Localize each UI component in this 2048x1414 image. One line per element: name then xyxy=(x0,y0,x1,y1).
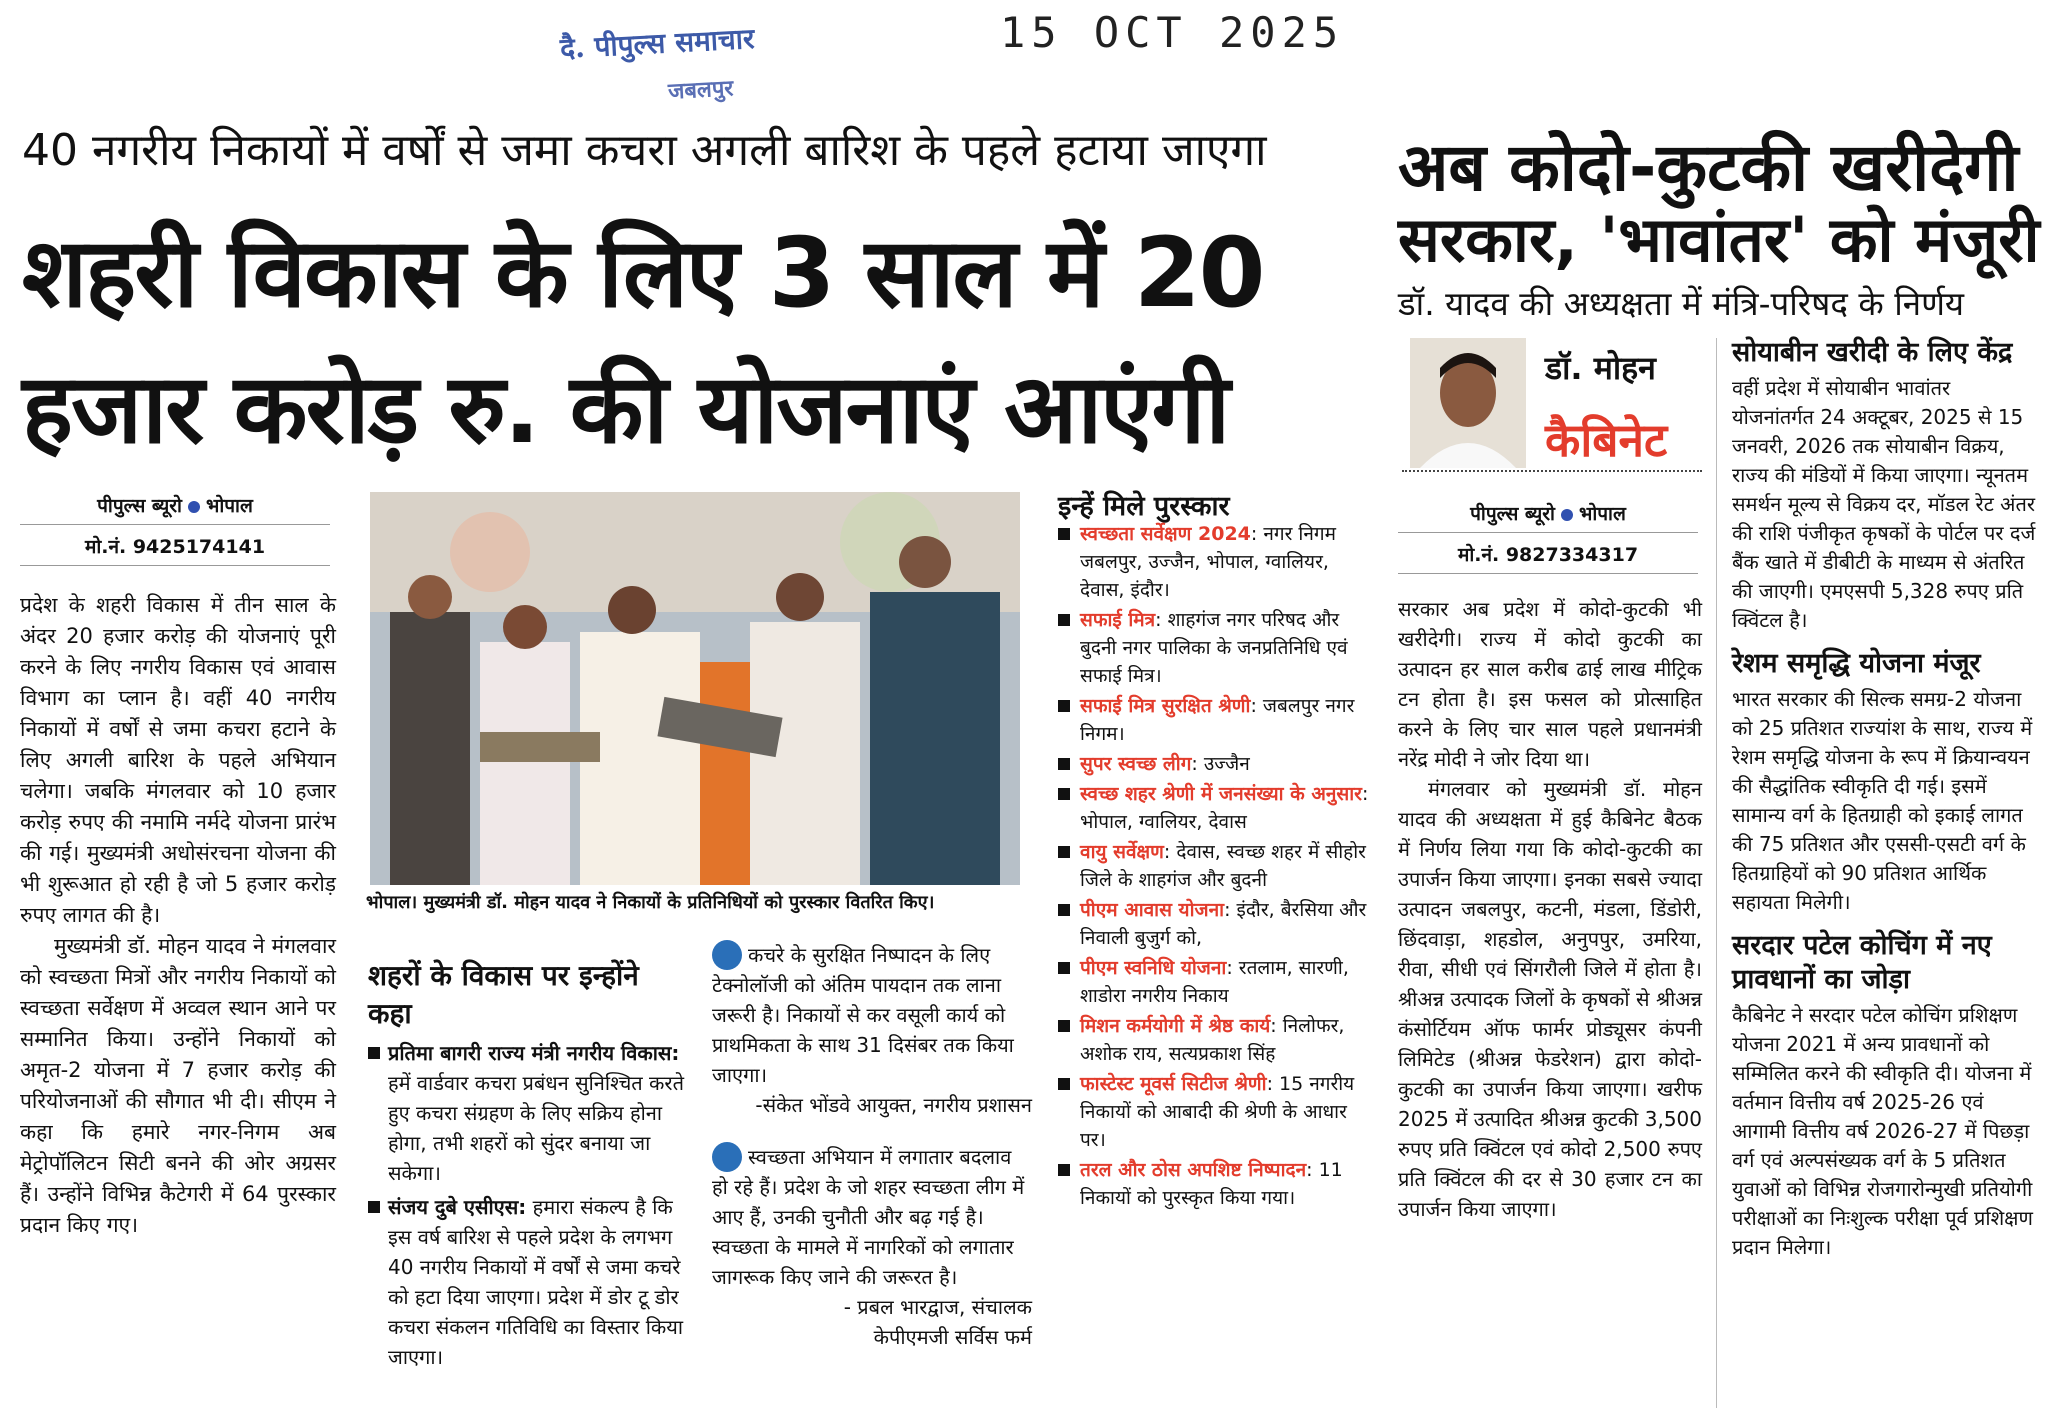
quotes-section-2 xyxy=(712,940,1032,1352)
second-subhead: डॉ. यादव की अध्यक्षता में मंत्रि-परिषद के निर्णय xyxy=(1398,284,1965,323)
award-text: : 11 निकायों को पुरस्कृत किया गया। xyxy=(1080,1159,1343,1209)
award-item xyxy=(1058,750,1374,778)
awards-title: इन्हें मिले पुरस्कार xyxy=(1058,491,1230,522)
award-text: : उज्जैन xyxy=(1191,753,1250,775)
award-label: तरल और ठोस अपशिष्ट निष्पादन xyxy=(1080,1159,1307,1181)
second-para-2: मंगलवार को मुख्यमंत्री डॉ. मोहन यादव की अध्यक्षता में हुई कैबिनेट बैठक में निर्णय लिया गया कि कोदो-कुटकी का उपार्जन किया जाएगा। इनका सबसे ज्यादा उत्पादन जबलपुर, कटनी, मंडला, डिंडोरी, छिंदवाड़ा, शहडोल, अनुपपुर, उमरिया, रीवा, सीधी एवं सिंगरौली जिले में होता है। श्रीअन्न उत्पादक जिलों के कृषकों से श्रीअन्न कंसोर्टियम ऑफ फार्मर प्रोड्यूसर कंपनी लिमिटेड (श्रीअन्न फेडरेशन) द्वारा कोदो-कुटकी का उपार्जन किया जाएगा। खरीफ 2025 में उत्पादित श्रीअन्न कुटकी 3,500 रुपए प्रति क्विंटल एवं कोदो 2,500 रुपए प्रति क्विंटल की दर से 30 हजार टन का उपार्जन किया जाएगा। xyxy=(1398,777,1702,1221)
speech-bubble-icon xyxy=(712,940,742,970)
newspaper-stamp: दै. पीपुल्स समाचार xyxy=(559,21,756,66)
award-label: सफाई मित्र xyxy=(1080,609,1156,631)
award-item xyxy=(1058,1070,1374,1154)
award-label: मिशन कर्मयोगी में श्रेष्ठ कार्य xyxy=(1080,1015,1271,1037)
award-item xyxy=(1058,1156,1374,1212)
quote-3-by: -संकेत भोंडवे आयुक्त, नगरीय प्रशासन xyxy=(755,1093,1032,1117)
minister-portrait xyxy=(1410,338,1526,468)
lead-kicker: 40 नगरीय निकायों में वर्षों से जमा कचरा अगली बारिश के पहले हटाया जाएगा xyxy=(22,125,1267,176)
award-text: : शाहगंज नगर परिषद और बुदनी नगर पालिका के जनप्रतिनिधि एवं सफाई मित्र। xyxy=(1080,609,1348,687)
award-label: पीएम आवास योजना xyxy=(1080,899,1225,921)
award-label: वायु सर्वेक्षण xyxy=(1080,841,1164,863)
award-item xyxy=(1058,896,1374,952)
speech-bubble-icon xyxy=(712,1142,742,1172)
award-text: : भोपाल, ग्वालियर, देवास xyxy=(1080,783,1369,833)
quote-4-by-2: केपीएमजी सर्विस फर्म xyxy=(873,1325,1032,1349)
quote-1 xyxy=(368,1038,688,1188)
quote-3-text: कचरे के सुरक्षित निष्पादन के लिए टेक्नोलॉजी को अंतिम पायदान तक लाना जरूरी है। निकायों से कर वसूली कार्य को प्राथमिकता के साथ 31 दिसंबर तक किया जाएगा। xyxy=(712,943,1014,1087)
date-stamp: 15 OCT 2025 xyxy=(1000,8,1345,57)
award-label: स्वच्छ शहर श्रेणी में जनसंख्या के अनुसार xyxy=(1080,783,1362,805)
award-text: : रतलाम, सारणी, शाडोरा नगरीय निकाय xyxy=(1080,957,1349,1007)
photo-illustration xyxy=(370,492,1020,885)
second-byline: पीपुल्स ब्यूरो xyxy=(1470,503,1555,525)
award-label: सफाई मित्र सुरक्षित श्रेणी xyxy=(1080,695,1251,717)
quote-4 xyxy=(712,1142,1032,1292)
quotes-section xyxy=(368,956,688,1372)
awards-list xyxy=(1058,520,1374,1214)
lead-para-1: प्रदेश के शहरी विकास में तीन साल के अंदर 20 हजार करोड़ की योजनाएं पूरी करने के लिए नगरीय विकास एवं आवास विभाग का प्लान है। वहीं 40 नगरीय निकायों में वर्षों से जमा कचरा हटाने के लिए अगली बारिश के पहले अभियान चलेगा। जबकि मंगलवार को 10 हजार करोड़ रुपए की नमामि नर्मदे योजना प्रारंभ की गई। मुख्यमंत्री अधोसंरचना योजना की भी शुरूआत हो रही है जो 5 हजार करोड़ रुपए लागत की है। xyxy=(20,593,336,927)
second-body xyxy=(1398,594,1702,1224)
dr-name: डॉ. मोहन xyxy=(1545,349,1656,387)
photo-caption: भोपाल। मुख्यमंत्री डॉ. मोहन यादव ने निकायों के प्रतिनिधियों को पुरस्कार वितरित किए। xyxy=(366,892,935,913)
second-para-1: सरकार अब प्रदेश में कोदो-कुटकी भी खरीदेगी। राज्य में कोदो कुटकी का उत्पादन हर साल करीब ढाई लाख मीट्रिक टन होता है। इस फसल को प्रोत्साहित करने के लिए चार साल पहले प्रधानमंत्री नरेंद्र मोदी ने जोर दिया था। xyxy=(1398,597,1702,771)
award-ceremony-photo xyxy=(370,492,1020,885)
award-text: : जबलपुर नगर निगम। xyxy=(1080,695,1355,745)
award-label: पीएम स्वनिधि योजना xyxy=(1080,957,1227,979)
quotes-title: शहरों के विकास पर इन्होंने कहा xyxy=(368,959,639,1030)
sidebar-body-1: वहीं प्रदेश में सोयाबीन भावांतर योजनांतर्गत 24 अक्टूबर, 2025 से 15 जनवरी, 2026 तक सोयाबीन विक्रय, राज्य की मंडियों में किया जाएगा। न्यूनतम समर्थन मूल्य से विक्रय दर, मॉडल रेट अंतर की राशि पंजीकृत कृषकों के पोर्टल पर दर्ज बैंक खाते में डीबीटी के माध्यम से अंतरित की जाएगी। एमएसपी 5,328 रुपए प्रति क्विंटल है। xyxy=(1732,376,2036,632)
award-text: : निलोफर, अशोक राय, सत्यप्रकाश सिंह xyxy=(1080,1015,1345,1065)
award-item xyxy=(1058,954,1374,1010)
award-text: : 15 नगरीय निकायों को आबादी की श्रेणी के आधार पर। xyxy=(1080,1073,1355,1151)
award-item xyxy=(1058,692,1374,748)
sidebar-body-2: भारत सरकार की सिल्क समग्र-2 योजना को 25 प्रतिशत राज्यांश के साथ, राज्य में रेशम समृद्धि योजना के रूप में क्रियान्वयन की सैद्धांतिक स्वीकृति दी गई। इसमें सामान्य वर्ग के हितग्राही को इकाई लागत की 75 प्रतिशत और एससी-एसटी वर्ग के हितग्राहियों को 90 प्रतिशत आर्थिक सहायता मिलेगी। xyxy=(1732,687,2033,914)
lead-mobile: मो.नं. 9425174141 xyxy=(20,525,330,566)
lead-para-2: मुख्यमंत्री डॉ. मोहन यादव ने मंगलवार को स्वच्छता मित्रों और नगरीय निकायों को स्वच्छता सर्वेक्षण में अव्वल स्थान आने पर सम्मानित किया। उन्होंने निकायों को अमृत-2 योजना में 7 हजार करोड़ की परियोजनाओं की सौगात भी दी। सीएम ने कहा कि हमारे नगर-निगम अब मेट्रोपॉलिटन सिटी बनने की ओर अग्रसर हैं। उन्होंने विभिन्न कैटेगरी में 64 पुरस्कार प्रदान किए गए। xyxy=(20,934,336,1237)
award-item xyxy=(1058,1012,1374,1068)
cabinet-sidebar xyxy=(1732,336,2038,1262)
award-item xyxy=(1058,520,1374,604)
award-text: : नगर निगम जबलपुर, उज्जैन, भोपाल, ग्वालियर, देवास, इंदौर। xyxy=(1080,523,1336,601)
award-label: फास्टेस्ट मूवर्स सिटीज श्रेणी xyxy=(1080,1073,1267,1095)
award-item xyxy=(1058,780,1374,836)
second-byline-city: भोपाल xyxy=(1578,503,1626,525)
sidebar-title-1: सोयाबीन खरीदी के लिए केंद्र xyxy=(1732,337,2013,368)
dotted-divider xyxy=(1402,470,1702,472)
award-text: : देवास, स्वच्छ शहर में सीहोर जिले के शाहगंज और बुदनी xyxy=(1080,841,1366,891)
quote-1-name: प्रतिमा बागरी राज्य मंत्री नगरीय विकास: xyxy=(388,1041,680,1065)
award-item xyxy=(1058,838,1374,894)
sidebar-title-2: रेशम समृद्धि योजना मंजूर xyxy=(1732,648,1981,679)
stamp-city: जबलपुर xyxy=(667,76,734,105)
cabinet-label: कैबिनेट xyxy=(1545,413,1668,467)
lead-headline xyxy=(22,205,1372,477)
portrait-illustration xyxy=(1410,338,1526,468)
bullet-dot-icon xyxy=(188,501,200,513)
quote-2-name: संजय दुबे एसीएस: xyxy=(388,1195,527,1219)
lead-headline-line-1: शहरी विकास के लिए 3 साल में 20 xyxy=(22,217,1264,329)
second-byline-block xyxy=(1398,500,1698,574)
second-mobile: मो.नं. 9827334317 xyxy=(1398,533,1698,574)
bullet-dot-icon xyxy=(1561,509,1573,521)
award-text: : इंदौर, बैरसिया और निवाली बुजुर्ग को, xyxy=(1080,899,1367,949)
award-label: सुपर स्वच्छ लीग xyxy=(1080,753,1192,775)
award-item xyxy=(1058,606,1374,690)
lead-headline-line-2: हजार करोड़ रु. की योजनाएं आएंगी xyxy=(22,353,1229,465)
quote-4-by: - प्रबल भारद्वाज, संचालक xyxy=(843,1295,1032,1319)
lead-byline-block xyxy=(20,492,330,566)
quote-3 xyxy=(712,940,1032,1090)
second-headline-2: सरकार, 'भावांतर' को मंजूरी xyxy=(1398,203,2040,276)
lead-body xyxy=(20,590,336,1241)
quote-2 xyxy=(368,1192,688,1372)
quote-1-text: हमें वार्डवार कचरा प्रबंधन सुनिश्चित करते हुए कचरा संग्रहण के लिए सक्रिय होना होगा, तभी शहरों को सुंदर बनाया जा सकेगा। xyxy=(388,1071,684,1185)
award-label: स्वच्छता सर्वेक्षण 2024 xyxy=(1080,523,1251,545)
lead-byline-city: भोपाल xyxy=(205,495,253,517)
sidebar-body-3: कैबिनेट ने सरदार पटेल कोचिंग प्रशिक्षण योजना 2021 में अन्य प्रावधानों को सम्मिलित करने की स्वीकृति दी। योजना में वर्तमान वित्तीय वर्ष 2025-26 एवं आगामी वित्तीय वर्ष 2026-27 में पिछड़ा वर्ग एवं अल्पसंख्यक वर्ग के 5 प्रतिशत युवाओं को विभिन्न रोजगारोन्मुखी प्रतियोगी परीक्षाओं का निःशुल्क परीक्षा पूर्व प्रशिक्षण प्रदान मिलेगा। xyxy=(1732,1003,2033,1259)
sidebar-title-3: सरदार पटेल कोचिंग में नए प्रावधानों का जोड़ा xyxy=(1732,930,1992,995)
column-rule xyxy=(1716,338,1717,1408)
lead-byline: पीपुल्स ब्यूरो xyxy=(97,495,182,517)
quote-2-text: हमारा संकल्प है कि इस वर्ष बारिश से पहले प्रदेश के लगभग 40 नगरीय निकायों में वर्षों से जमा कचरे को हटा दिया जाएगा। प्रदेश में डोर टू डोर कचरा संकलन गतिविधि का विस्तार किया जाएगा। xyxy=(388,1195,684,1369)
second-headline-1: अब कोदो-कुटकी खरीदेगी xyxy=(1398,129,2019,206)
quote-4-text: स्वच्छता अभियान में लगातार बदलाव हो रहे हैं। प्रदेश के जो शहर स्वच्छता लीग में आए हैं, उनकी चुनौती और बढ़ गई है। स्वच्छता के मामले में नागरिकों को लगातार जागरूक किए जाने की जरूरत है। xyxy=(712,1145,1025,1289)
